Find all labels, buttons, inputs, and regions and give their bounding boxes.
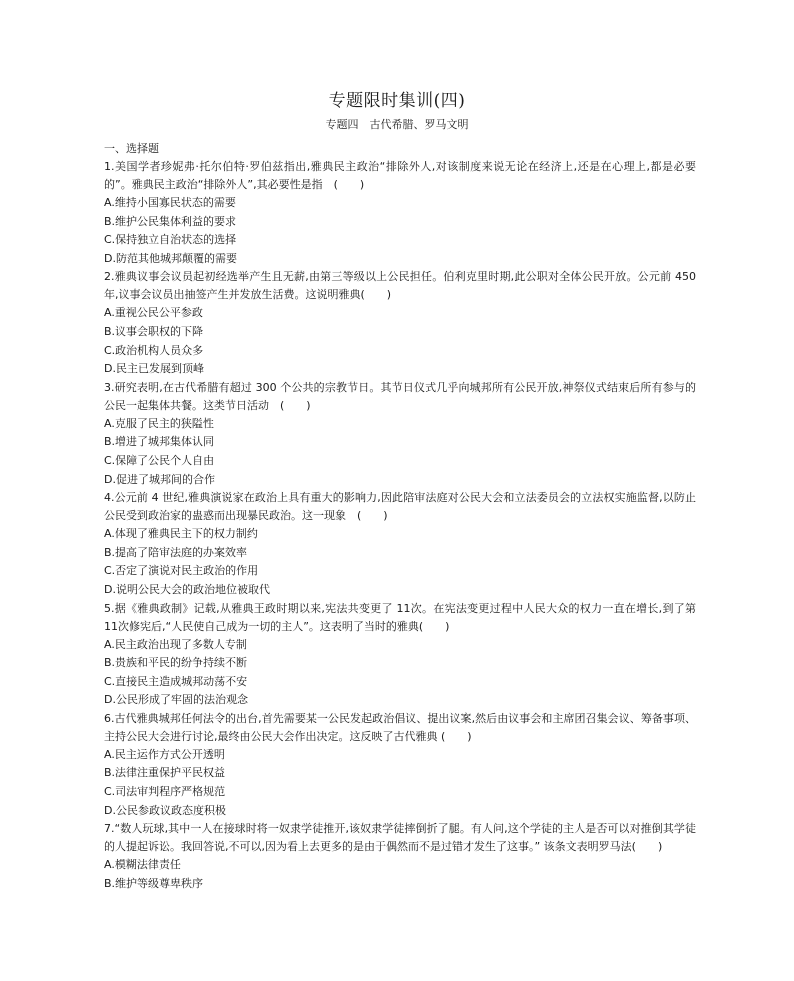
option-d: D.民主已发展到顶峰 [104, 362, 204, 376]
option-d: D.说明公民大会的政治地位被取代 [104, 582, 270, 596]
option-d: D.公民形成了牢固的法治观念 [104, 693, 248, 707]
option-c: C.政治机构人员众多 [104, 343, 204, 357]
option-b: B.维护公民集体利益的要求 [104, 214, 237, 228]
question-stem: 7.“数人玩球,其中一人在接球时将一奴隶学徒推开,该奴隶学徒摔倒折了腿。有人问,这个学徒的主人是否可以对推倒其学徒的人提起诉讼。我回答说,不可以,因为看上去更多的是由于偶然而不是过错才发生了这事。” 该条文表明罗马法( ) [104, 822, 696, 854]
option-d: D.防范其他城邦颠覆的需要 [104, 251, 237, 265]
question-5 [104, 600, 696, 710]
option-a: A.体现了雅典民主下的权力制约 [104, 527, 258, 541]
option-a: A.克服了民主的狭隘性 [104, 416, 214, 430]
question-list [104, 158, 696, 893]
option-b: B.贵族和平民的纷争持续不断 [104, 656, 248, 670]
question-1 [104, 158, 696, 268]
document-title: 专题限时集训(四) [328, 91, 466, 111]
option-b: B.增进了城邦集体认同 [104, 435, 215, 449]
option-b: B.维护等级尊卑秩序 [104, 876, 204, 890]
option-a: A.模糊法律责任 [104, 858, 181, 872]
option-c: C.直接民主造成城邦动荡不安 [104, 674, 248, 688]
question-stem: 2.雅典议事会议员起初经选举产生且无薪,由第三等级以上公民担任。伯利克里时期,此公职对全体公民开放。公元前 450 年,议事会议员出抽签产生并发放生活费。这说明雅典( ) [104, 270, 696, 302]
document-subtitle: 专题四 古代希腊、罗马文明 [325, 118, 469, 131]
option-a: A.维持小国寡民状态的需要 [104, 196, 236, 209]
option-c: C.保持独立自治状态的选择 [104, 233, 237, 247]
option-d: D.促进了城邦间的合作 [104, 472, 215, 486]
option-a: A.民主运作方式公开透明 [104, 747, 225, 761]
option-d: D.公民参政议政态度积极 [104, 803, 226, 817]
question-6 [104, 710, 696, 820]
question-4 [104, 489, 696, 599]
question-stem: 3.研究表明,在古代希腊有超过 300 个公共的宗教节日。其节日仪式几乎向城邦所有公民开放,神祭仪式结束后所有参与的公民一起集体共餐。这类节日活动 ( ) [104, 380, 696, 412]
option-b: B.法律注重保护平民权益 [104, 766, 226, 780]
option-a: A.重视公民公平参政 [104, 306, 203, 320]
question-7 [104, 820, 696, 893]
option-c: C.保障了公民个人自由 [104, 453, 215, 467]
option-b: B.议事会职权的下降 [104, 324, 204, 338]
question-stem: 6.古代雅典城邦任何法令的出台,首先需要某一公民发起政治倡议、提出议案,然后由议事会和主席团召集会议、筹备事项、主持公民大会进行讨论,最终由公民大会作出决定。这反映了古代雅典 ( ) [104, 711, 696, 743]
question-stem: 4.公元前 4 世纪,雅典演说家在政治上具有重大的影响力,因此陪审法庭对公民大会和立法委员会的立法权实施监督,以防止公民受到政治家的蛊惑而出现暴民政治。这一现象 ( ) [104, 491, 696, 523]
question-3 [104, 379, 696, 489]
option-b: B.提高了陪审法庭的办案效率 [104, 545, 248, 559]
option-c: C.司法审判程序严格规范 [104, 785, 226, 799]
option-a: A.民主政治出现了多数人专制 [104, 637, 247, 651]
question-stem: 1.美国学者珍妮弗·托尔伯特·罗伯兹指出,雅典民主政治“排除外人,对该制度来说无论在经济上,还是在心理上,都是必要的”。雅典民主政治“排除外人”,其必要性是指 ( ) [104, 160, 696, 191]
question-2 [104, 268, 696, 378]
option-c: C.否定了演说对民主政治的作用 [104, 564, 259, 578]
question-stem: 5.据《雅典政制》记载,从雅典王政时期以来,宪法共变更了 11次。在宪法变更过程中人民大众的权力一直在增长,到了第 11次修宪后,“人民使自己成为一切的主人”。这表明了当时的雅典( ) [104, 601, 696, 633]
section-heading: 一、选择题 [104, 142, 159, 155]
